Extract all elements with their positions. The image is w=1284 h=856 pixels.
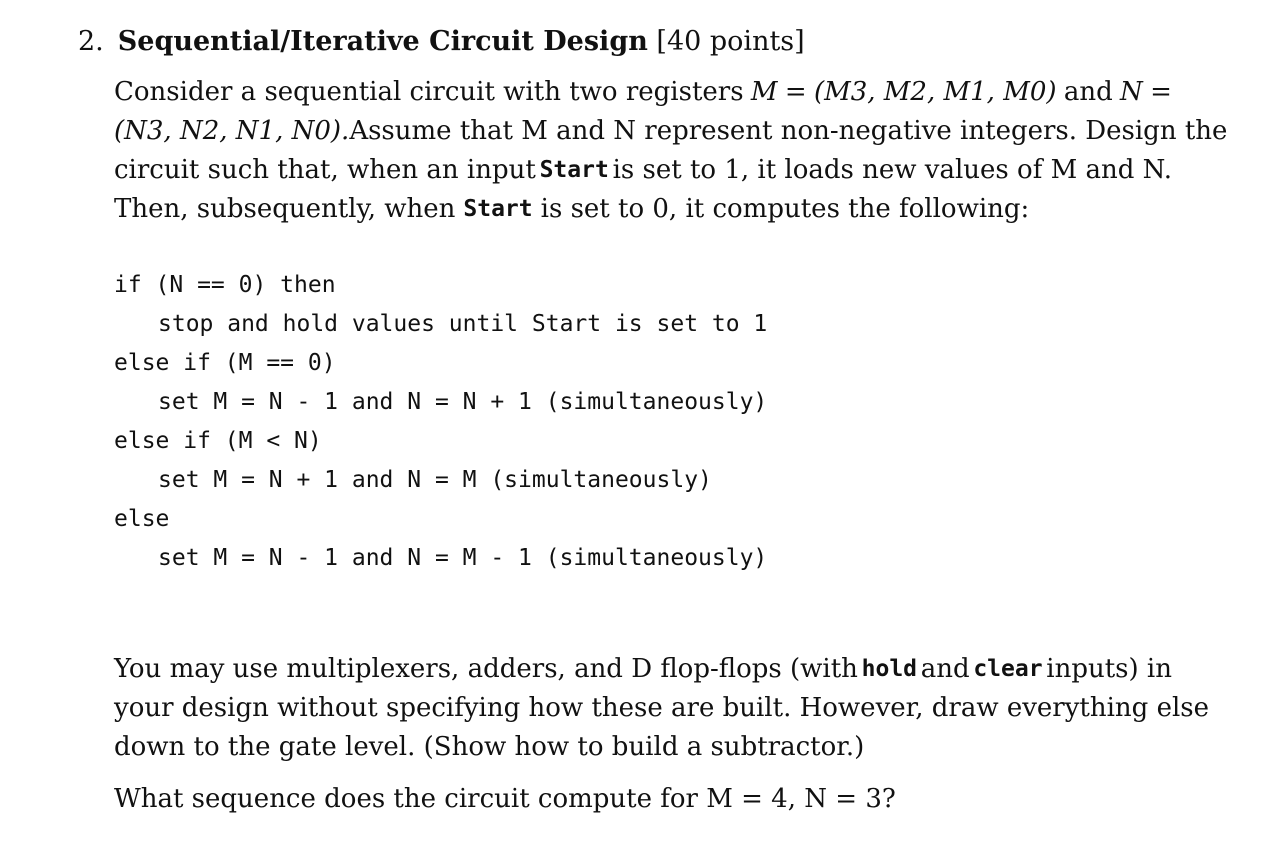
intro-text: is set to 1, it loads new values of M and N. [612,155,1172,185]
notes-text: You may use multiplexers, adders, and D flop-flops (with [114,654,858,684]
intro-text: and [1063,77,1113,107]
code-line: if (N == 0) then [114,272,336,298]
intro-line-3 [114,151,1172,190]
notes-line-1 [114,650,1172,689]
register-m-bits: (M3, M2, M1, M0) [813,77,1057,107]
code-line: else if (M < N) [114,428,322,454]
problem-heading [78,24,805,60]
intro-text: Then, subsequently, when [114,194,456,224]
intro-text: circuit such that, when an input [114,155,536,185]
code-line: stop and hold values until Start is set to 1 [158,311,768,337]
intro-text: Assume that M and N represent non-negative integers. Design the [349,116,1228,146]
intro-text: Consider a sequential circuit with two registers [114,77,744,107]
equals-sign: = [784,77,807,107]
intro-line-1 [114,73,1172,112]
intro-line-2 [114,112,1228,151]
code-line: else if (M == 0) [114,350,336,376]
clear-input: clear [973,656,1043,682]
question-paragraph [114,780,1172,819]
register-n: N [1120,77,1143,107]
question-text: What sequence does the circuit compute for M = 4, N = 3? [114,784,896,814]
notes-text: your design without specifying how these are built. However, draw everything else [114,693,1210,723]
start-signal: Start [539,157,609,183]
problem-title: Sequential/Iterative Circuit Design [117,26,648,57]
intro-text: is set to 0, it computes the following: [540,194,1030,224]
question-line [114,780,1172,819]
code-line: else [114,506,170,532]
pseudocode-block [114,266,767,578]
notes-paragraph [114,650,1210,767]
register-n-bits: (N3, N2, N1, N0). [114,116,350,146]
problem-points: [40 points] [656,26,805,57]
intro-paragraph [114,73,1228,229]
notes-line-3 [114,728,1172,767]
problem-number: 2. [78,26,104,57]
notes-line-2 [114,689,1210,728]
code-line: set M = N + 1 and N = M (simultaneously) [158,467,712,493]
code-line: set M = N - 1 and N = N + 1 (simultaneously) [158,389,768,415]
notes-text: down to the gate level. (Show how to build a subtractor.) [114,732,865,762]
start-signal: Start [463,196,533,222]
code-line: set M = N - 1 and N = M - 1 (simultaneously) [158,545,768,571]
hold-input: hold [861,656,918,682]
notes-text: inputs) in [1046,654,1172,684]
notes-text: and [920,654,970,684]
equals-sign: = [1150,77,1172,107]
register-m: M [750,77,778,107]
intro-line-4 [114,190,1172,229]
